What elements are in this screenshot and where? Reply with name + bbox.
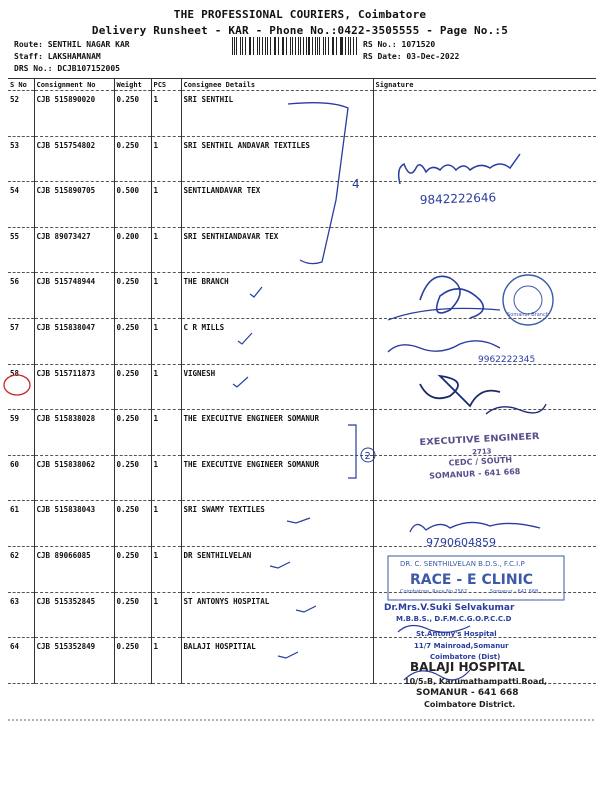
row-pcs: 1 [151, 501, 181, 547]
barcode-bar [257, 37, 258, 55]
svg-text:M.B.B.S., D.F.M.C.G.O.P.C.C.D: M.B.B.S., D.F.M.C.G.O.P.C.C.D [396, 615, 512, 623]
phone-53-text: 9842222646 [419, 190, 497, 207]
svg-text:SOMANUR - 641 668: SOMANUR - 641 668 [429, 466, 521, 481]
barcode-bar [265, 37, 266, 55]
barcode-bar [232, 37, 233, 55]
row-consignee: VIGNESH [181, 364, 373, 410]
barcode-bar [356, 37, 357, 55]
rs-number: RS No.: 1071520 [363, 40, 436, 49]
row-consignee: SRI SENTHIANDAVAR TEX [181, 227, 373, 273]
row-signature-cell [373, 546, 596, 592]
row-consignment-no: CJB 515838062 [34, 455, 114, 501]
table-header-row [8, 79, 596, 91]
row-consignee: THE EXECUTIVE ENGINEER SOMANUR [181, 455, 373, 501]
barcode-bar [240, 37, 241, 55]
row-consignee: THE BRANCH [181, 273, 373, 319]
row-sno: 54 [8, 182, 34, 228]
row-weight: 0.500 [114, 182, 151, 228]
svg-text:SOMANUR - 641 668: SOMANUR - 641 668 [416, 688, 519, 698]
svg-text:Coimbatore District.: Coimbatore District. [424, 700, 516, 709]
staff-label: Staff: LAKSHAMANAM [14, 52, 101, 61]
table-row [8, 410, 596, 456]
company-title: THE PROFESSIONAL COURIERS, Coimbatore [173, 8, 427, 21]
row-sno: 56 [8, 273, 34, 319]
col-consignee: Consignee Details [181, 79, 373, 91]
row-consignment-no: CJB 515890020 [34, 91, 114, 137]
svg-text:Coimbatore (Dist): Coimbatore (Dist) [430, 653, 501, 661]
phone-61-text: 9790604859 [426, 536, 496, 549]
svg-text:DR. C. SENTHILVELAN B.D.S., F.: DR. C. SENTHILVELAN B.D.S., F.C.I.P [400, 560, 525, 568]
runsheet-title: Delivery Runsheet - KAR - Phone No.:0422-3505555 - Page No.:5 [91, 24, 509, 37]
barcode-bar [253, 37, 254, 55]
barcode-bar [298, 37, 299, 55]
barcode-bar [341, 37, 342, 55]
row-signature-cell [373, 182, 596, 228]
col-pcs: PCS [151, 79, 181, 91]
row-sno: 63 [8, 592, 34, 638]
row-pcs: 1 [151, 546, 181, 592]
row-pcs: 1 [151, 410, 181, 456]
table-row [8, 546, 596, 592]
table-row [8, 91, 596, 137]
count-two-text: 2 [364, 451, 371, 462]
row-sno: 52 [8, 91, 34, 137]
drs-number: DRS No.: DCJB107152005 [14, 64, 120, 73]
row-consignee: C R MILLS [181, 318, 373, 364]
row-weight: 0.250 [114, 91, 151, 137]
row-signature-cell [373, 501, 596, 547]
barcode-bar [290, 37, 291, 55]
row-pcs: 1 [151, 182, 181, 228]
row-consignee: THE EXECUITVE ENGINEER SOMANUR [181, 410, 373, 456]
row-pcs: 1 [151, 227, 181, 273]
row-consignment-no: CJB 515352849 [34, 638, 114, 684]
branch-seal-text: Somanur Branch [507, 312, 549, 318]
row-pcs: 1 [151, 638, 181, 684]
row-consignment-no: CJB 89073427 [34, 227, 114, 273]
svg-text:BALAJI HOSPITAL: BALAJI HOSPITAL [410, 660, 525, 674]
row-pcs: 1 [151, 318, 181, 364]
row-pcs: 1 [151, 592, 181, 638]
table-row [8, 318, 596, 364]
barcode-bar [328, 37, 329, 55]
row-weight: 0.250 [114, 318, 151, 364]
svg-text:RACE - E CLINIC: RACE - E CLINIC [410, 572, 534, 588]
svg-text:Dr.Mrs.V.Suki Selvakumar: Dr.Mrs.V.Suki Selvakumar [384, 603, 515, 613]
row-signature-cell [373, 410, 596, 456]
table-row [8, 364, 596, 410]
table-row [8, 592, 596, 638]
row-pcs: 1 [151, 136, 181, 182]
row-signature-cell [373, 227, 596, 273]
table-row [8, 136, 596, 182]
row-consignee: SENTILANDAVAR TEX [181, 182, 373, 228]
row-weight: 0.250 [114, 455, 151, 501]
row-signature-cell [373, 592, 596, 638]
row-signature-cell [373, 273, 596, 319]
col-weight: Weight [114, 79, 151, 91]
table-row [8, 638, 596, 684]
row-pcs: 1 [151, 91, 181, 137]
barcode-bar [336, 37, 337, 55]
barcode-bar [278, 37, 279, 55]
row-consignment-no: CJB 515352845 [34, 592, 114, 638]
table-row [8, 182, 596, 228]
row-signature-cell [373, 318, 596, 364]
row-weight: 0.200 [114, 227, 151, 273]
row-consignee: SRI SENTHIL ANDAVAR TEXTILES [181, 136, 373, 182]
phone-57-text: 9962222345 [478, 355, 536, 365]
row-signature-cell [373, 455, 596, 501]
barcode-bar [315, 37, 316, 55]
row-sno: 58 [8, 364, 34, 410]
row-consignment-no: CJB 515838043 [34, 501, 114, 547]
barcode-bar [308, 37, 309, 55]
row-consignment-no: CJB 515838047 [34, 318, 114, 364]
barcode-bar [270, 37, 271, 55]
svg-text:St.Antony's Hospital: St.Antony's Hospital [416, 630, 497, 638]
row-consignment-no: CJB 515711873 [34, 364, 114, 410]
row-sno: 62 [8, 546, 34, 592]
row-weight: 0.250 [114, 592, 151, 638]
row-signature-cell [373, 91, 596, 137]
row-pcs: 1 [151, 273, 181, 319]
barcode-bar [323, 37, 324, 55]
row-sno: 61 [8, 501, 34, 547]
row-consignee: SRI SWAMY TEXTILES [181, 501, 373, 547]
table-row [8, 501, 596, 547]
svg-text:CEDC / SOUTH: CEDC / SOUTH [448, 455, 513, 468]
row-pcs: 1 [151, 364, 181, 410]
svg-text:10/5-B, Karumathampatti Road,: 10/5-B, Karumathampatti Road, [404, 677, 548, 686]
svg-text:11/7 Mainroad,Somanur: 11/7 Mainroad,Somanur [414, 642, 509, 650]
row-signature-cell [373, 364, 596, 410]
row-consignee: SRI SENTHIL [181, 91, 373, 137]
barcode-bar [348, 37, 349, 55]
row-weight: 0.250 [114, 546, 151, 592]
svg-text:2713: 2713 [471, 447, 492, 457]
row-sno: 59 [8, 410, 34, 456]
row-sno: 57 [8, 318, 34, 364]
row-sno: 64 [8, 638, 34, 684]
runsheet-table [8, 78, 596, 684]
barcode-bar [306, 37, 307, 55]
row-weight: 0.250 [114, 136, 151, 182]
svg-text:Coimbatore, Race No.2562: Coimbatore, Race No.2562 [400, 589, 468, 595]
barcode [232, 37, 358, 55]
row-weight: 0.250 [114, 501, 151, 547]
row-signature-cell [373, 136, 596, 182]
row-consignment-no: CJB 515754802 [34, 136, 114, 182]
row-sno: 60 [8, 455, 34, 501]
row-weight: 0.250 [114, 638, 151, 684]
col-signature: Signature [373, 79, 596, 91]
rs-date: RS Date: 03-Dec-2022 [363, 52, 460, 61]
row-consignee: ST ANTONYS HOSPITAL [181, 592, 373, 638]
route-label: Route: SENTHIL NAGAR KAR [14, 40, 130, 49]
col-sno: S No [8, 79, 34, 91]
barcode-bar [245, 37, 246, 55]
row-consignment-no: CJB 515890705 [34, 182, 114, 228]
table-row [8, 273, 596, 319]
row-consignee: BALAJI HOSPITIAL [181, 638, 373, 684]
row-weight: 0.250 [114, 410, 151, 456]
row-consignment-no: CJB 89066085 [34, 546, 114, 592]
col-consignment: Consignment No [34, 79, 114, 91]
table-row [8, 227, 596, 273]
svg-text:Somanur - 641 668: Somanur - 641 668 [490, 589, 539, 595]
row-pcs: 1 [151, 455, 181, 501]
row-consignment-no: CJB 515748944 [34, 273, 114, 319]
row-weight: 0.250 [114, 364, 151, 410]
row-signature-cell [373, 638, 596, 684]
row-sno: 55 [8, 227, 34, 273]
count-four-text: 4 [352, 177, 360, 191]
svg-text:EXECUTIVE ENGINEER: EXECUTIVE ENGINEER [419, 432, 530, 449]
row-consignee: DR SENTHILVELAN [181, 546, 373, 592]
row-weight: 0.250 [114, 273, 151, 319]
barcode-bar [283, 37, 284, 55]
table-row [8, 455, 596, 501]
row-sno: 53 [8, 136, 34, 182]
row-consignment-no: CJB 515838028 [34, 410, 114, 456]
